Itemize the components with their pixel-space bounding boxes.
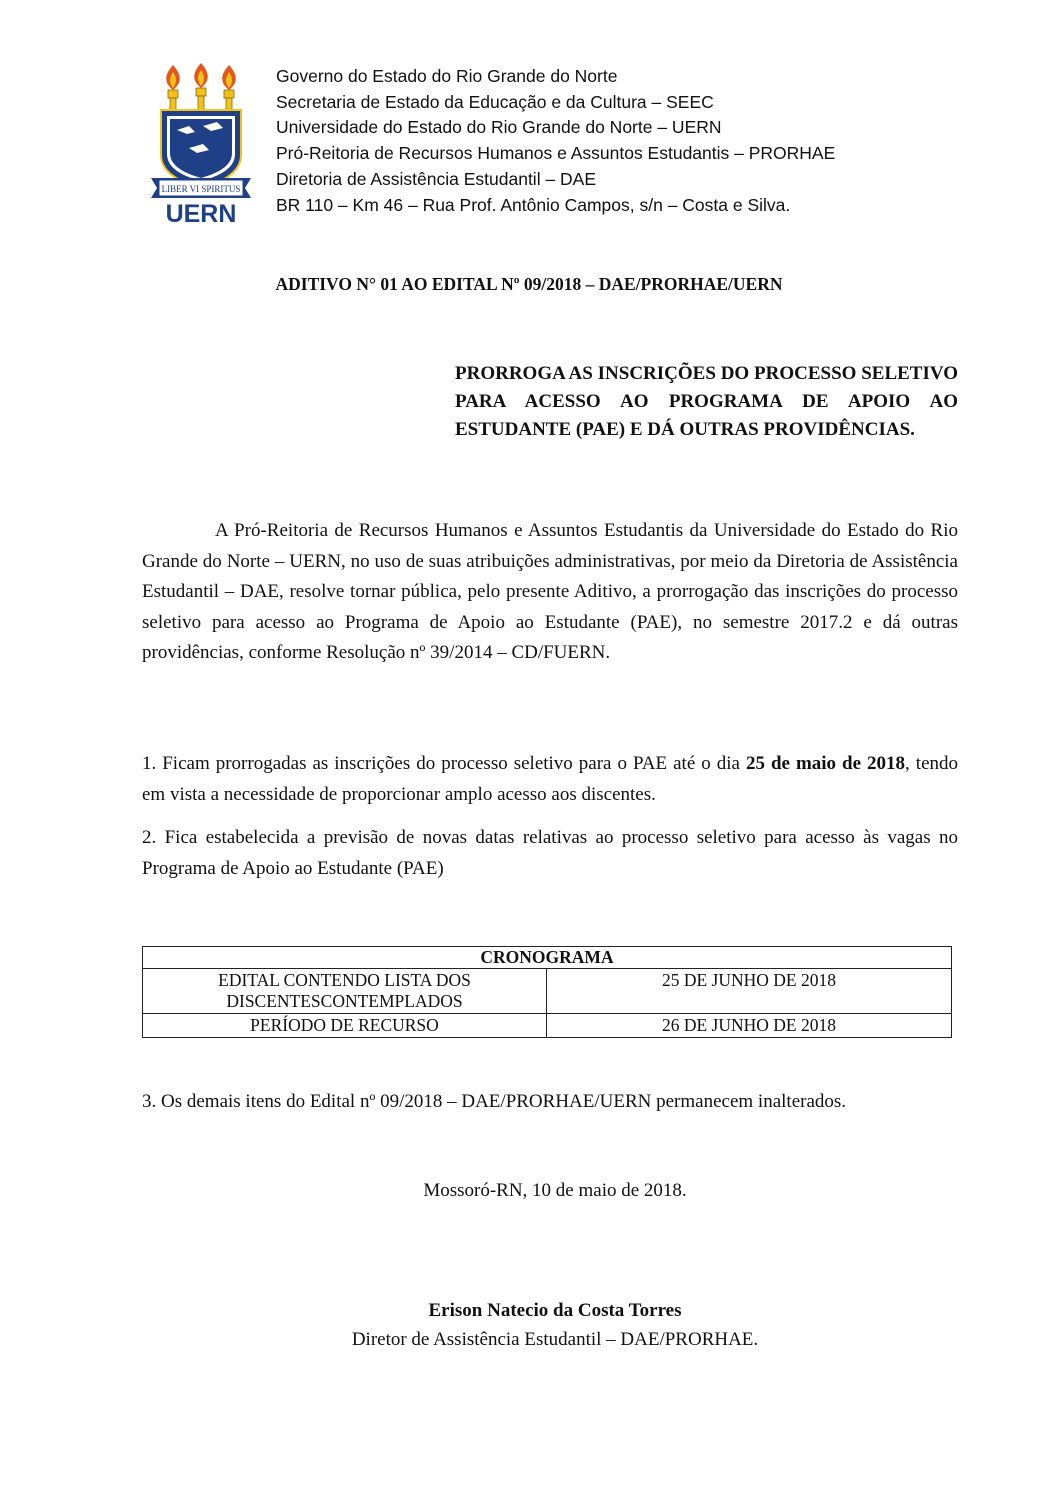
header-line-pro-rectorate: Pró-Reitoria de Recursos Humanos e Assuntos Estudantis – PRORHAE	[276, 143, 836, 164]
table-row	[143, 969, 952, 1014]
institution-header	[276, 64, 835, 218]
schedule-table	[142, 946, 952, 1038]
table-header: CRONOGRAMA	[143, 947, 952, 969]
torch-icon	[194, 63, 208, 110]
item-3-paragraph: 3. Os demais itens do Edital nº 09/2018 – DAE/PRORHAE/UERN permanecem inalterados.	[142, 1091, 847, 1112]
header-line-address: BR 110 – Km 46 – Rua Prof. Antônio Campos, s/n – Costa e Silva.	[276, 194, 791, 215]
document-title: ADITIVO N° 01 AO EDITAL Nº 09/2018 – DAE/PRORHAE/UERN	[275, 274, 783, 294]
intro-paragraph: A Pró-Reitoria de Recursos Humanos e Assuntos Estudantis da Universidade do Estado do Rio Grande do Norte – UERN, no uso de suas atribuições administrativas, por meio da Diretoria de Assistência Estudantil – DAE, resolve tornar pública, pelo presente Aditivo, a prorrogação das inscrições do processo seletivo para acesso ao Programa de Apoio ao Estudante (PAE), no semestre 2017.2 e dá outras providências, conforme Resolução nº 39/2014 – CD/FUERN.	[142, 520, 958, 664]
header-line-government: Governo do Estado do Rio Grande do Norte	[276, 66, 618, 86]
table-row	[143, 1014, 952, 1038]
item-1-paragraph	[142, 749, 958, 810]
place-and-date: Mossoró-RN, 10 de maio de 2018.	[423, 1180, 687, 1201]
item-1-text-start: 1. Ficam prorrogadas as inscrições do processo seletivo para o PAE até o dia	[142, 753, 746, 774]
table-cell-date: 26 DE JUNHO DE 2018	[547, 1014, 952, 1038]
signer-name: Erison Natecio da Costa Torres	[428, 1300, 682, 1321]
document-summary: PRORROGA AS INSCRIÇÕES DO PROCESSO SELETIVO PARA ACESSO AO PROGRAMA DE APOIO AO ESTUDANTE (PAE) E DÁ OUTRAS PROVIDÊNCIAS.	[455, 363, 958, 440]
header-line-secretariat: Secretaria de Estado da Educação e da Cultura – SEEC	[276, 91, 714, 112]
header-line-university: Universidade do Estado do Rio Grande do Norte – UERN	[276, 117, 722, 138]
item-2-paragraph: 2. Fica estabelecida a previsão de novas datas relativas ao processo seletivo para acesso às vagas no Programa de Apoio ao Estudante (PAE)	[142, 827, 958, 879]
item-1-deadline: 25 de maio de 2018	[745, 753, 906, 774]
logo-motto: LIBER VI SPIRITUS	[161, 184, 241, 194]
table-header-row	[143, 947, 952, 969]
item-1-text-end: , tendo em vista a necessidade de proporcionar amplo acesso aos discentes.	[142, 753, 959, 805]
header-line-directorate: Diretoria de Assistência Estudantil – DAE	[276, 168, 597, 189]
uern-logo	[145, 60, 257, 225]
logo-wordmark: UERN	[165, 200, 237, 225]
table-cell-date: 25 DE JUNHO DE 2018	[547, 969, 952, 1014]
signer-role: Diretor de Assistência Estudantil – DAE/PRORHAE.	[351, 1329, 759, 1350]
torch-icon	[222, 65, 236, 110]
torch-icon	[166, 65, 180, 110]
table-cell-event: PERÍODO DE RECURSO	[143, 1014, 547, 1038]
table-cell-event: EDITAL CONTENDO LISTA DOS DISCENTESCONTEMPLADOS	[143, 969, 547, 1014]
